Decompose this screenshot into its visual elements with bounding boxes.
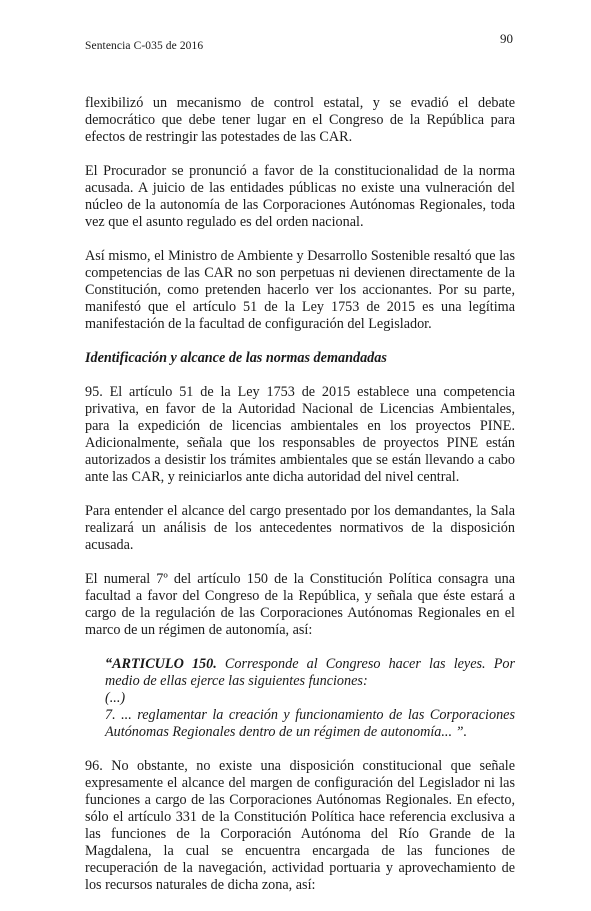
paragraph-95: 95. El artículo 51 de la Ley 1753 de 2015 establece una competencia privativa, en favor de la Autoridad Nacional de Licencias Ambientales, para la expedición de licencias ambientales en los proyectos PINE. Adicionalmente, señala que los responsables de proyectos PINE están autorizados a desistir los trámites ambientales que se están llevando a cabo ante las CAR, y reiniciarlos ante dicha autoridad del nivel central. — [85, 384, 515, 485]
constitution-quote — [105, 656, 515, 741]
paragraph-6: El numeral 7º del artículo 150 de la Constitución Política consagra una facultad a favor del Congreso de la República, y señala que éste estará a cargo de la regulación de las Corporaciones Autónomas Regionales en el marco de un régimen de autonomía, así: — [85, 571, 515, 638]
section-heading: Identificación y alcance de las normas demandadas — [85, 350, 387, 366]
paragraph-2: El Procurador se pronunció a favor de la constitucionalidad de la norma acusada. A juicio de las entidades públicas no existe una vulneración del núcleo de la autonomía de las Corporaciones Autónomas Regionales, toda vez que el asunto regulado es del orden nacional. — [85, 163, 515, 230]
quote-article-line — [105, 656, 515, 690]
paragraph-5: Para entender el alcance del cargo presentado por los demandantes, la Sala realizará un análisis de los antecedentes normativos de la disposición acusada. — [85, 503, 515, 553]
paragraph-3: Así mismo, el Ministro de Ambiente y Desarrollo Sostenible resaltó que las competencias de las CAR no son perpetuas ni devienen directamente de la Constitución, como pretenden hacerlo ver los accionantes. Por su parte, manifestó que el artículo 51 de la Ley 1753 de 2015 es una legítima manifestación de la facultad de configuración del Legislador. — [85, 248, 515, 332]
document-body — [85, 95, 515, 911]
paragraph-1: flexibilizó un mecanismo de control estatal, y se evadió el debate democrático que debe tener lugar en el Congreso de la República para efectos de restringir las potestades de las CAR. — [85, 95, 515, 145]
quote-text-1: Corresponde al Congreso hacer las leyes. Por medio de ellas ejerce las siguientes funciones: — [105, 656, 516, 689]
page-number: 90 — [500, 31, 513, 46]
running-title: Sentencia C-035 de 2016 — [85, 40, 204, 52]
quote-ellipsis: (...) — [105, 690, 126, 706]
quote-text-2: 7. ... reglamentar la creación y funcionamiento de las Corporaciones Autónomas Regionales dentro de un régimen de autonomía... ”. — [105, 707, 515, 740]
paragraph-96: 96. No obstante, no existe una disposición constitucional que señale expresamente el alcance del margen de configuración del Legislador ni las funciones a cargo de las Corporaciones Autónomas Regionales. En efecto, sólo el artículo 331 de la Constitución Política hace referencia exclusiva a las funciones de la Corporación Autónoma del Río Grande de la Magdalena, la cual se encuentra encargada de las funciones de recuperación de la navegación, actividad portuaria y aprovechamiento de los recursos naturales de dicha zona, así: — [85, 758, 515, 893]
quote-article-label: “ARTICULO 150. — [105, 656, 217, 672]
